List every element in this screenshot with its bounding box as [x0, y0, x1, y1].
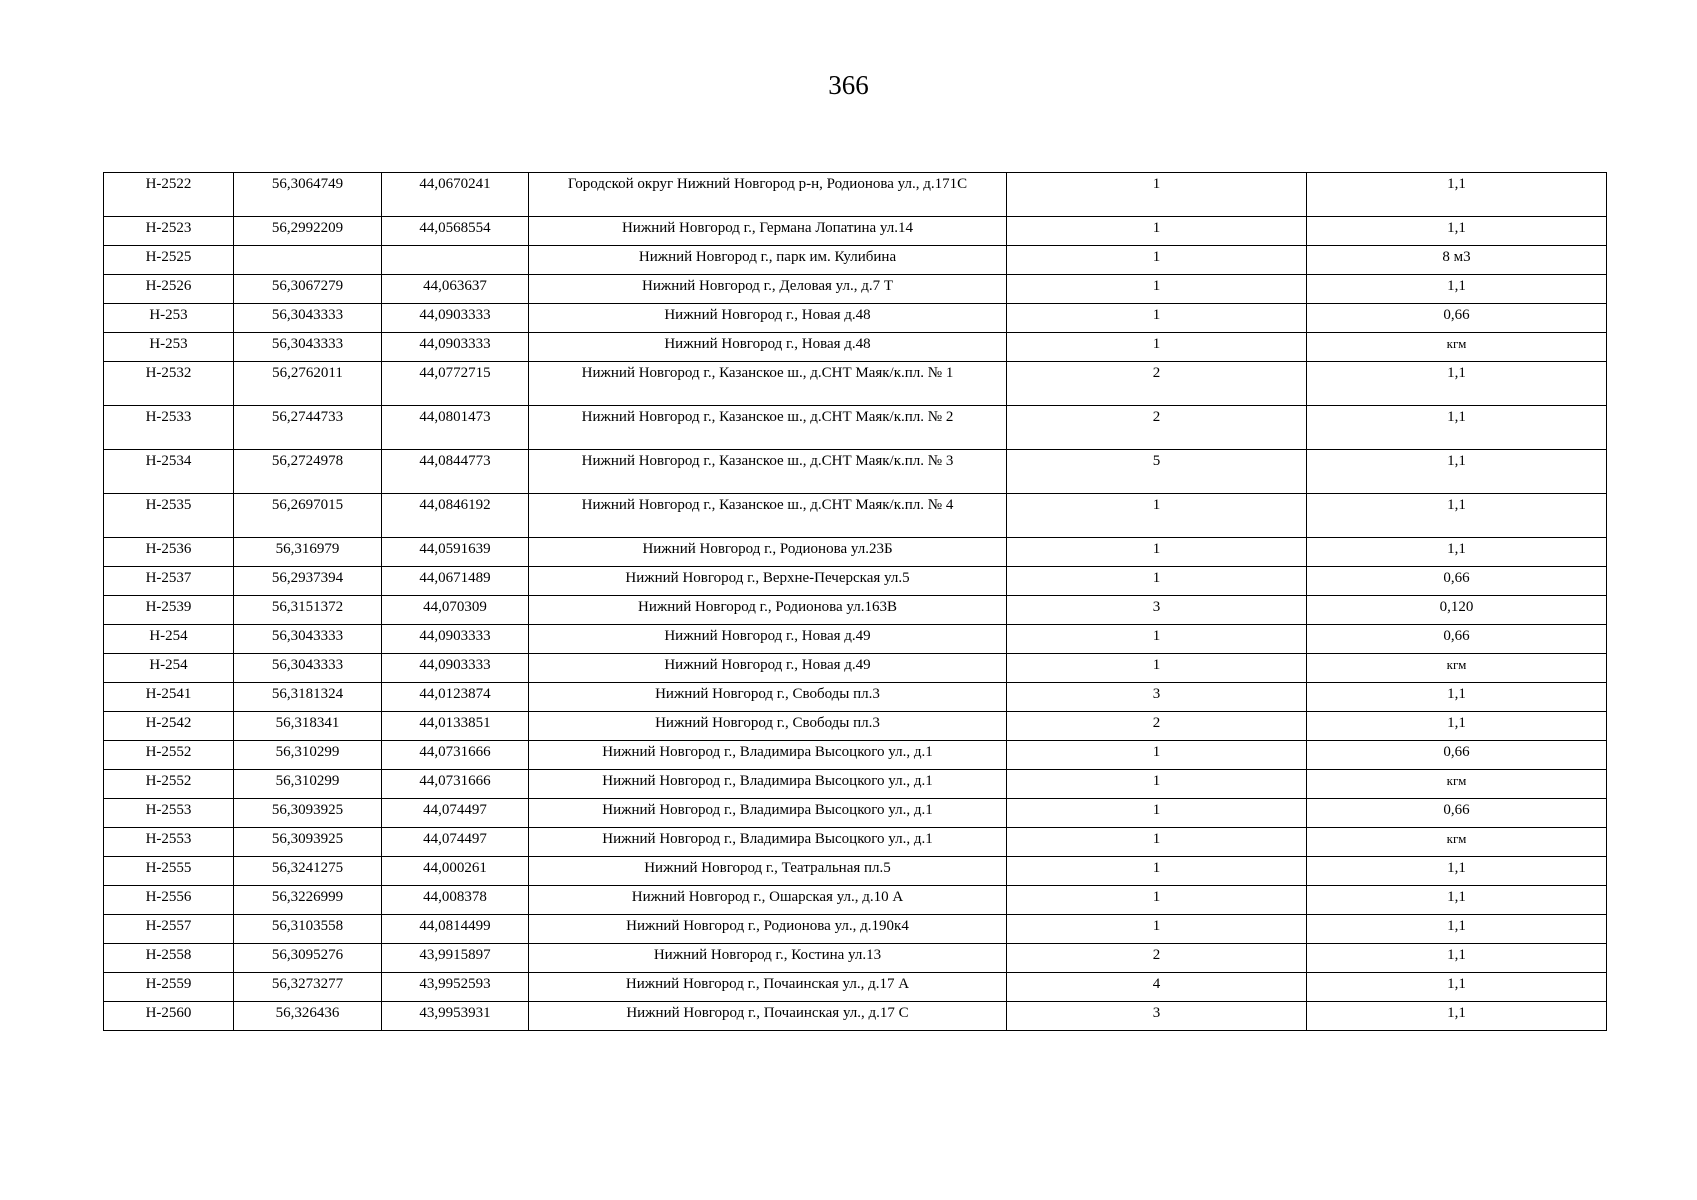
cell-address: Нижний Новгород г., Новая д.48	[529, 333, 1007, 362]
table-row	[104, 944, 1607, 973]
cell-longitude: 44,074497	[382, 828, 529, 857]
cell-address: Нижний Новгород г., Владимира Высоцкого ул., д.1	[529, 828, 1007, 857]
table-row	[104, 654, 1607, 683]
cell-latitude: 56,3043333	[234, 654, 382, 683]
cell-longitude: 44,0568554	[382, 217, 529, 246]
registry-table	[103, 172, 1607, 1031]
cell-latitude: 56,3093925	[234, 828, 382, 857]
cell-id: Н-2556	[104, 886, 234, 915]
cell-container-volume: 1,1	[1307, 217, 1607, 246]
cell-longitude: 44,0903333	[382, 654, 529, 683]
cell-container-count: 1	[1007, 494, 1307, 538]
table-row	[104, 770, 1607, 799]
cell-container-count: 1	[1007, 886, 1307, 915]
cell-id: Н-2559	[104, 973, 234, 1002]
cell-latitude: 56,310299	[234, 770, 382, 799]
cell-latitude: 56,3067279	[234, 275, 382, 304]
cell-address: Нижний Новгород г., Почаинская ул., д.17 А	[529, 973, 1007, 1002]
cell-container-count: 1	[1007, 857, 1307, 886]
cell-id: Н-2553	[104, 799, 234, 828]
cell-latitude: 56,3043333	[234, 304, 382, 333]
cell-container-count: 2	[1007, 406, 1307, 450]
cell-container-volume: кгм	[1307, 770, 1607, 799]
cell-id: Н-253	[104, 304, 234, 333]
table-row	[104, 567, 1607, 596]
cell-address: Городской округ Нижний Новгород р-н, Родионова ул., д.171С	[529, 173, 1007, 217]
table-row	[104, 217, 1607, 246]
cell-latitude: 56,2724978	[234, 450, 382, 494]
table-row	[104, 333, 1607, 362]
cell-container-volume: 1,1	[1307, 406, 1607, 450]
cell-container-volume: 1,1	[1307, 915, 1607, 944]
table-row	[104, 275, 1607, 304]
table-row	[104, 1002, 1607, 1031]
table-row	[104, 173, 1607, 217]
cell-container-count: 2	[1007, 944, 1307, 973]
cell-container-count: 1	[1007, 625, 1307, 654]
cell-longitude	[382, 246, 529, 275]
cell-latitude: 56,3064749	[234, 173, 382, 217]
cell-longitude: 44,063637	[382, 275, 529, 304]
table-row	[104, 886, 1607, 915]
cell-longitude: 44,0133851	[382, 712, 529, 741]
cell-id: Н-2539	[104, 596, 234, 625]
cell-container-count: 1	[1007, 915, 1307, 944]
cell-container-volume: 1,1	[1307, 362, 1607, 406]
cell-id: Н-2560	[104, 1002, 234, 1031]
cell-container-volume: 8 м3	[1307, 246, 1607, 275]
cell-id: Н-2552	[104, 770, 234, 799]
cell-id: Н-2557	[104, 915, 234, 944]
cell-latitude: 56,2744733	[234, 406, 382, 450]
cell-latitude: 56,2697015	[234, 494, 382, 538]
cell-address: Нижний Новгород г., Родионова ул.163В	[529, 596, 1007, 625]
cell-container-count: 1	[1007, 333, 1307, 362]
cell-longitude: 44,074497	[382, 799, 529, 828]
cell-container-count: 1	[1007, 275, 1307, 304]
cell-container-volume: 1,1	[1307, 538, 1607, 567]
cell-longitude: 43,9952593	[382, 973, 529, 1002]
table-row	[104, 406, 1607, 450]
cell-container-volume: 0,120	[1307, 596, 1607, 625]
cell-address: Нижний Новгород г., Деловая ул., д.7 Т	[529, 275, 1007, 304]
cell-container-volume: кгм	[1307, 828, 1607, 857]
cell-latitude: 56,2992209	[234, 217, 382, 246]
cell-container-volume: 0,66	[1307, 567, 1607, 596]
cell-container-count: 1	[1007, 741, 1307, 770]
cell-longitude: 44,0731666	[382, 741, 529, 770]
cell-id: Н-2553	[104, 828, 234, 857]
cell-container-volume: 1,1	[1307, 973, 1607, 1002]
cell-latitude: 56,3273277	[234, 973, 382, 1002]
table-row	[104, 450, 1607, 494]
cell-longitude: 44,0903333	[382, 304, 529, 333]
cell-container-count: 3	[1007, 596, 1307, 625]
cell-container-count: 1	[1007, 217, 1307, 246]
table-row	[104, 246, 1607, 275]
cell-container-count: 1	[1007, 799, 1307, 828]
cell-latitude	[234, 246, 382, 275]
cell-container-count: 1	[1007, 304, 1307, 333]
cell-latitude: 56,3151372	[234, 596, 382, 625]
cell-container-count: 1	[1007, 770, 1307, 799]
cell-latitude: 56,3043333	[234, 625, 382, 654]
cell-container-volume: кгм	[1307, 333, 1607, 362]
cell-id: Н-2537	[104, 567, 234, 596]
cell-container-volume: 1,1	[1307, 450, 1607, 494]
cell-address: Нижний Новгород г., Казанское ш., д.СНТ Маяк/к.пл. № 4	[529, 494, 1007, 538]
cell-container-volume: 1,1	[1307, 275, 1607, 304]
cell-longitude: 44,0844773	[382, 450, 529, 494]
cell-longitude: 44,070309	[382, 596, 529, 625]
cell-container-count: 1	[1007, 246, 1307, 275]
table-row	[104, 304, 1607, 333]
cell-longitude: 44,0814499	[382, 915, 529, 944]
table-row	[104, 683, 1607, 712]
cell-id: Н-2522	[104, 173, 234, 217]
cell-address: Нижний Новгород г., Владимира Высоцкого ул., д.1	[529, 770, 1007, 799]
table-row	[104, 596, 1607, 625]
cell-address: Нижний Новгород г., Новая д.48	[529, 304, 1007, 333]
cell-container-count: 1	[1007, 654, 1307, 683]
cell-container-count: 1	[1007, 173, 1307, 217]
cell-latitude: 56,310299	[234, 741, 382, 770]
cell-address: Нижний Новгород г., Родионова ул.23Б	[529, 538, 1007, 567]
table-row	[104, 799, 1607, 828]
cell-address: Нижний Новгород г., Казанское ш., д.СНТ Маяк/к.пл. № 2	[529, 406, 1007, 450]
cell-id: Н-2534	[104, 450, 234, 494]
cell-container-volume: 0,66	[1307, 625, 1607, 654]
cell-longitude: 44,0903333	[382, 625, 529, 654]
cell-longitude: 44,0846192	[382, 494, 529, 538]
cell-latitude: 56,3095276	[234, 944, 382, 973]
cell-container-volume: 1,1	[1307, 1002, 1607, 1031]
cell-latitude: 56,316979	[234, 538, 382, 567]
cell-address: Нижний Новгород г., Свободы пл.3	[529, 712, 1007, 741]
cell-container-volume: 0,66	[1307, 799, 1607, 828]
table-row	[104, 538, 1607, 567]
cell-id: Н-2542	[104, 712, 234, 741]
cell-container-volume: 1,1	[1307, 857, 1607, 886]
cell-address: Нижний Новгород г., Германа Лопатина ул.14	[529, 217, 1007, 246]
table-row	[104, 741, 1607, 770]
cell-latitude: 56,2937394	[234, 567, 382, 596]
cell-id: Н-2523	[104, 217, 234, 246]
cell-longitude: 44,0903333	[382, 333, 529, 362]
cell-container-count: 2	[1007, 362, 1307, 406]
cell-container-count: 3	[1007, 683, 1307, 712]
table-row	[104, 915, 1607, 944]
cell-latitude: 56,2762011	[234, 362, 382, 406]
cell-address: Нижний Новгород г., Родионова ул., д.190к4	[529, 915, 1007, 944]
cell-id: Н-2552	[104, 741, 234, 770]
cell-address: Нижний Новгород г., Верхне-Печерская ул.5	[529, 567, 1007, 596]
table-row	[104, 828, 1607, 857]
cell-container-volume: 1,1	[1307, 886, 1607, 915]
cell-address: Нижний Новгород г., Ошарская ул., д.10 А	[529, 886, 1007, 915]
cell-latitude: 56,3103558	[234, 915, 382, 944]
cell-address: Нижний Новгород г., Казанское ш., д.СНТ Маяк/к.пл. № 1	[529, 362, 1007, 406]
cell-id: Н-2536	[104, 538, 234, 567]
cell-address: Нижний Новгород г., Новая д.49	[529, 625, 1007, 654]
cell-address: Нижний Новгород г., Костина ул.13	[529, 944, 1007, 973]
cell-longitude: 44,0731666	[382, 770, 529, 799]
cell-container-volume: 1,1	[1307, 712, 1607, 741]
cell-id: Н-254	[104, 625, 234, 654]
cell-latitude: 56,326436	[234, 1002, 382, 1031]
cell-container-count: 1	[1007, 538, 1307, 567]
cell-latitude: 56,318341	[234, 712, 382, 741]
cell-id: Н-2532	[104, 362, 234, 406]
table-row	[104, 973, 1607, 1002]
cell-id: Н-2525	[104, 246, 234, 275]
cell-latitude: 56,3093925	[234, 799, 382, 828]
cell-longitude: 44,0123874	[382, 683, 529, 712]
table-row	[104, 362, 1607, 406]
cell-latitude: 56,3226999	[234, 886, 382, 915]
cell-container-volume: 1,1	[1307, 944, 1607, 973]
cell-container-count: 2	[1007, 712, 1307, 741]
cell-longitude: 44,0591639	[382, 538, 529, 567]
cell-id: Н-2558	[104, 944, 234, 973]
registry-table-body	[104, 173, 1607, 1031]
cell-container-count: 4	[1007, 973, 1307, 1002]
table-row	[104, 857, 1607, 886]
cell-address: Нижний Новгород г., парк им. Кулибина	[529, 246, 1007, 275]
cell-id: Н-254	[104, 654, 234, 683]
cell-address: Нижний Новгород г., Владимира Высоцкого ул., д.1	[529, 741, 1007, 770]
cell-container-volume: 0,66	[1307, 741, 1607, 770]
cell-longitude: 44,0671489	[382, 567, 529, 596]
cell-longitude: 44,0801473	[382, 406, 529, 450]
cell-container-count: 5	[1007, 450, 1307, 494]
cell-container-volume: 1,1	[1307, 683, 1607, 712]
cell-address: Нижний Новгород г., Театральная пл.5	[529, 857, 1007, 886]
cell-container-volume: кгм	[1307, 654, 1607, 683]
cell-container-count: 3	[1007, 1002, 1307, 1031]
cell-container-count: 1	[1007, 567, 1307, 596]
cell-latitude: 56,3043333	[234, 333, 382, 362]
cell-longitude: 43,9953931	[382, 1002, 529, 1031]
cell-longitude: 44,0670241	[382, 173, 529, 217]
cell-address: Нижний Новгород г., Почаинская ул., д.17 С	[529, 1002, 1007, 1031]
cell-address: Нижний Новгород г., Свободы пл.3	[529, 683, 1007, 712]
cell-address: Нижний Новгород г., Владимира Высоцкого ул., д.1	[529, 799, 1007, 828]
table-row	[104, 494, 1607, 538]
cell-address: Нижний Новгород г., Новая д.49	[529, 654, 1007, 683]
cell-longitude: 44,000261	[382, 857, 529, 886]
cell-id: Н-2533	[104, 406, 234, 450]
cell-longitude: 44,008378	[382, 886, 529, 915]
cell-longitude: 43,9915897	[382, 944, 529, 973]
table-row	[104, 712, 1607, 741]
cell-address: Нижний Новгород г., Казанское ш., д.СНТ Маяк/к.пл. № 3	[529, 450, 1007, 494]
cell-id: Н-253	[104, 333, 234, 362]
cell-id: Н-2535	[104, 494, 234, 538]
cell-latitude: 56,3241275	[234, 857, 382, 886]
cell-container-volume: 0,66	[1307, 304, 1607, 333]
table-row	[104, 625, 1607, 654]
cell-id: Н-2526	[104, 275, 234, 304]
page-number: 366	[828, 70, 869, 100]
cell-latitude: 56,3181324	[234, 683, 382, 712]
cell-id: Н-2541	[104, 683, 234, 712]
cell-id: Н-2555	[104, 857, 234, 886]
cell-container-volume: 1,1	[1307, 173, 1607, 217]
cell-container-count: 1	[1007, 828, 1307, 857]
cell-longitude: 44,0772715	[382, 362, 529, 406]
cell-container-volume: 1,1	[1307, 494, 1607, 538]
